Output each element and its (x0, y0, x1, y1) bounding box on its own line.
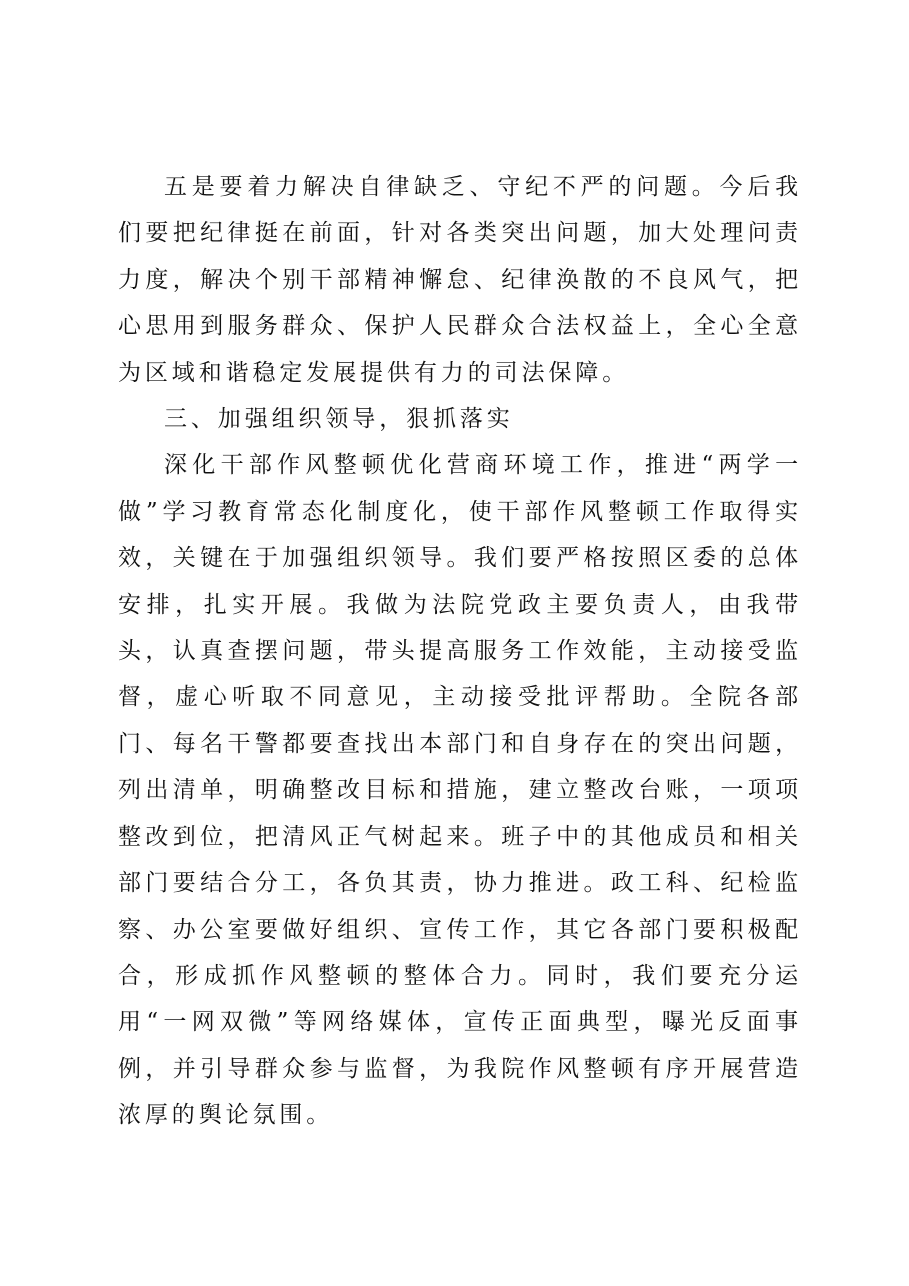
paragraph-discipline: 五是要着力解决自律缺乏、守纪不严的问题。今后我们要把纪律挺在前面，针对各类突出问题，加大处理问责力度，解决个别干部精神懈怠、纪律涣散的不良风气，把心思用到服务群众、保护人民群众合法权益上，全心全意为区域和谐稳定发展提供有力的司法保障。 (118, 174, 802, 386)
document-body (118, 164, 802, 1139)
paragraph-organization: 深化干部作风整顿优化营商环境工作，推进“两学一做”学习教育常态化制度化，使干部作风整顿工作取得实效，关键在于加强组织领导。我们要严格按照区委的总体安排，扎实开展。我做为法院党政主要负责人，由我带头，认真查摆问题，带头提高服务工作效能，主动接受监督，虚心听取不同意见，主动接受批评帮助。全院各部门、每名干警都要查找出本部门和自身存在的突出问题，列出清单，明确整改目标和措施，建立整改台账，一项项整改到位，把清风正气树起来。班子中的其他成员和相关部门要结合分工，各负其责，协力推进。政工科、纪检监察、办公室要做好组织、宣传工作，其它各部门要积极配合，形成抓作风整顿的整体合力。同时，我们要充分运用“一网双微”等网络媒体，宣传正面典型，曝光反面事例，并引导群众参与监督，为我院作风整顿有序开展营造浓厚的舆论氛围。 (118, 452, 802, 1129)
section-heading: 三、加强组织领导，狠抓落实 (164, 406, 514, 433)
